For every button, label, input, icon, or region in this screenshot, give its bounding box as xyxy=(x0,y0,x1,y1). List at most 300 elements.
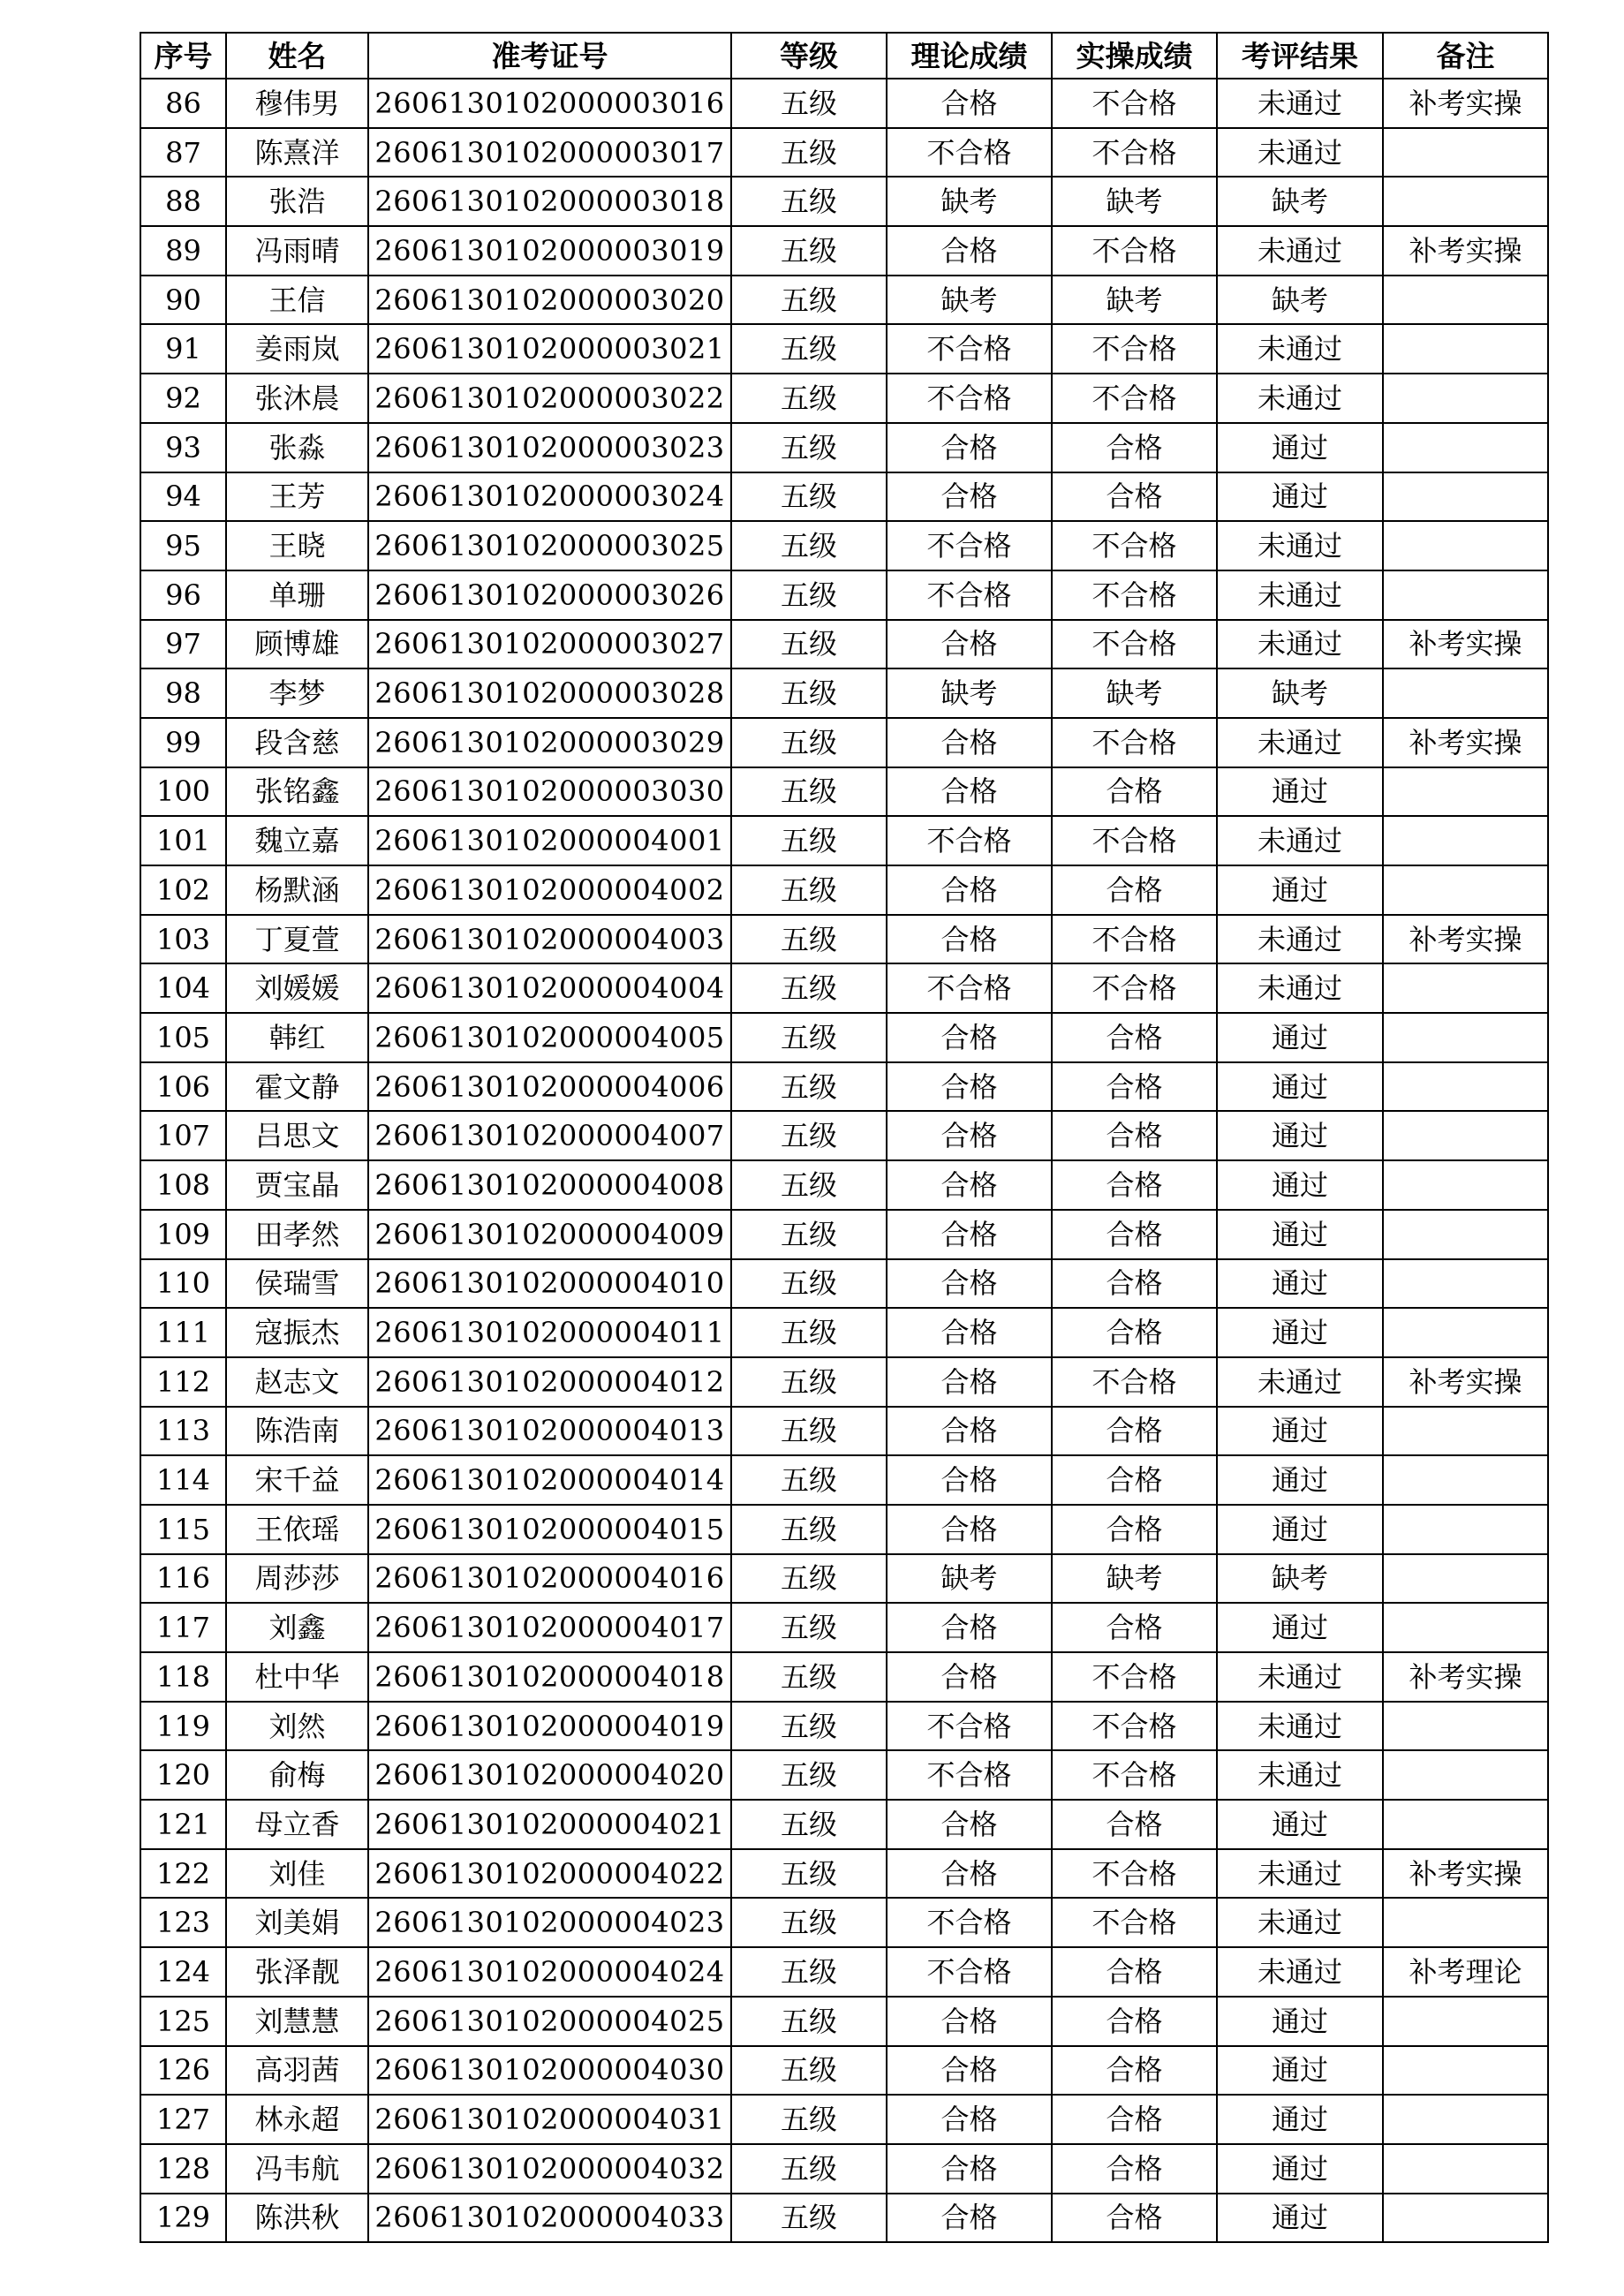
table-row xyxy=(140,2144,1548,2194)
table-row xyxy=(140,1455,1548,1505)
cell-name: 李梦 xyxy=(226,668,368,718)
cell-serial-number: 98 xyxy=(140,668,226,718)
cell-remarks: 补考实操 xyxy=(1383,1357,1548,1407)
cell-theory-score: 合格 xyxy=(887,79,1052,128)
cell-practical-score: 合格 xyxy=(1052,1111,1217,1160)
cell-name: 张泽靓 xyxy=(226,1947,368,1997)
cell-practical-score: 不合格 xyxy=(1052,963,1217,1013)
cell-serial-number: 120 xyxy=(140,1750,226,1800)
cell-name: 丁夏萱 xyxy=(226,915,368,964)
cell-practical-score: 不合格 xyxy=(1052,128,1217,177)
cell-remarks xyxy=(1383,276,1548,325)
cell-remarks xyxy=(1383,1455,1548,1505)
table-row xyxy=(140,915,1548,964)
cell-theory-score: 不合格 xyxy=(887,570,1052,620)
cell-serial-number: 111 xyxy=(140,1308,226,1357)
cell-name: 穆伟男 xyxy=(226,79,368,128)
cell-serial-number: 115 xyxy=(140,1505,226,1554)
cell-theory-score: 合格 xyxy=(887,1111,1052,1160)
table-row xyxy=(140,1357,1548,1407)
cell-evaluation-result: 通过 xyxy=(1217,1603,1383,1652)
cell-evaluation-result: 通过 xyxy=(1217,1407,1383,1456)
cell-level: 五级 xyxy=(731,767,887,817)
cell-level: 五级 xyxy=(731,816,887,865)
table-row xyxy=(140,1259,1548,1309)
cell-theory-score: 不合格 xyxy=(887,1898,1052,1947)
cell-remarks xyxy=(1383,177,1548,226)
cell-practical-score: 不合格 xyxy=(1052,915,1217,964)
cell-serial-number: 117 xyxy=(140,1603,226,1652)
cell-evaluation-result: 通过 xyxy=(1217,1210,1383,1259)
cell-theory-score: 合格 xyxy=(887,1800,1052,1849)
cell-theory-score: 缺考 xyxy=(887,1554,1052,1604)
cell-remarks xyxy=(1383,1062,1548,1112)
cell-evaluation-result: 通过 xyxy=(1217,865,1383,915)
table-row xyxy=(140,1652,1548,1702)
cell-remarks xyxy=(1383,767,1548,817)
cell-practical-score: 合格 xyxy=(1052,1997,1217,2046)
cell-remarks xyxy=(1383,1997,1548,2046)
cell-admission-ticket-number: 2606130102000003020 xyxy=(368,276,731,325)
cell-theory-score: 合格 xyxy=(887,1505,1052,1554)
cell-admission-ticket-number: 2606130102000004033 xyxy=(368,2194,731,2243)
cell-admission-ticket-number: 2606130102000004032 xyxy=(368,2144,731,2194)
cell-evaluation-result: 通过 xyxy=(1217,1800,1383,1849)
cell-serial-number: 114 xyxy=(140,1455,226,1505)
table-row xyxy=(140,128,1548,177)
cell-serial-number: 113 xyxy=(140,1407,226,1456)
cell-serial-number: 88 xyxy=(140,177,226,226)
cell-practical-score: 合格 xyxy=(1052,1455,1217,1505)
cell-name: 杜中华 xyxy=(226,1652,368,1702)
cell-theory-score: 不合格 xyxy=(887,816,1052,865)
cell-level: 五级 xyxy=(731,668,887,718)
cell-admission-ticket-number: 2606130102000004001 xyxy=(368,816,731,865)
cell-practical-score: 合格 xyxy=(1052,1259,1217,1309)
table-row xyxy=(140,226,1548,276)
cell-evaluation-result: 未通过 xyxy=(1217,1702,1383,1751)
cell-admission-ticket-number: 2606130102000004013 xyxy=(368,1407,731,1456)
table-row xyxy=(140,1947,1548,1997)
cell-evaluation-result: 未通过 xyxy=(1217,570,1383,620)
cell-level: 五级 xyxy=(731,1013,887,1062)
cell-evaluation-result: 通过 xyxy=(1217,2046,1383,2096)
cell-practical-score: 不合格 xyxy=(1052,374,1217,423)
cell-practical-score: 合格 xyxy=(1052,1062,1217,1112)
cell-admission-ticket-number: 2606130102000003017 xyxy=(368,128,731,177)
cell-name: 韩红 xyxy=(226,1013,368,1062)
cell-level: 五级 xyxy=(731,1505,887,1554)
cell-remarks: 补考实操 xyxy=(1383,915,1548,964)
table-row xyxy=(140,1062,1548,1112)
cell-evaluation-result: 通过 xyxy=(1217,1505,1383,1554)
cell-remarks: 补考实操 xyxy=(1383,1652,1548,1702)
cell-name: 寇振杰 xyxy=(226,1308,368,1357)
cell-evaluation-result: 未通过 xyxy=(1217,1849,1383,1899)
cell-evaluation-result: 未通过 xyxy=(1217,816,1383,865)
cell-name: 陈浩南 xyxy=(226,1407,368,1456)
cell-practical-score: 合格 xyxy=(1052,472,1217,522)
table-row xyxy=(140,1013,1548,1062)
cell-practical-score: 不合格 xyxy=(1052,816,1217,865)
table-row xyxy=(140,1210,1548,1259)
cell-remarks xyxy=(1383,816,1548,865)
cell-admission-ticket-number: 2606130102000003030 xyxy=(368,767,731,817)
cell-remarks xyxy=(1383,1259,1548,1309)
cell-practical-score: 合格 xyxy=(1052,2046,1217,2096)
cell-theory-score: 合格 xyxy=(887,226,1052,276)
cell-level: 五级 xyxy=(731,1997,887,2046)
cell-name: 王信 xyxy=(226,276,368,325)
cell-evaluation-result: 未通过 xyxy=(1217,79,1383,128)
cell-theory-score: 合格 xyxy=(887,1013,1052,1062)
cell-level: 五级 xyxy=(731,1652,887,1702)
cell-evaluation-result: 通过 xyxy=(1217,1111,1383,1160)
cell-practical-score: 合格 xyxy=(1052,1308,1217,1357)
cell-serial-number: 109 xyxy=(140,1210,226,1259)
cell-level: 五级 xyxy=(731,1603,887,1652)
cell-level: 五级 xyxy=(731,1800,887,1849)
cell-evaluation-result: 缺考 xyxy=(1217,668,1383,718)
cell-theory-score: 合格 xyxy=(887,865,1052,915)
cell-level: 五级 xyxy=(731,1308,887,1357)
cell-admission-ticket-number: 2606130102000004018 xyxy=(368,1652,731,1702)
cell-name: 王依瑶 xyxy=(226,1505,368,1554)
table-row xyxy=(140,79,1548,128)
cell-evaluation-result: 未通过 xyxy=(1217,1357,1383,1407)
cell-practical-score: 合格 xyxy=(1052,1013,1217,1062)
cell-name: 高羽茜 xyxy=(226,2046,368,2096)
cell-level: 五级 xyxy=(731,423,887,472)
cell-serial-number: 107 xyxy=(140,1111,226,1160)
table-row xyxy=(140,718,1548,767)
cell-name: 刘慧慧 xyxy=(226,1997,368,2046)
cell-remarks xyxy=(1383,1800,1548,1849)
table-row xyxy=(140,816,1548,865)
table-row xyxy=(140,177,1548,226)
cell-theory-score: 合格 xyxy=(887,1849,1052,1899)
cell-name: 陈熹洋 xyxy=(226,128,368,177)
cell-admission-ticket-number: 2606130102000004012 xyxy=(368,1357,731,1407)
cell-remarks xyxy=(1383,1702,1548,1751)
cell-level: 五级 xyxy=(731,1210,887,1259)
cell-practical-score: 不合格 xyxy=(1052,1357,1217,1407)
table-row xyxy=(140,1554,1548,1604)
cell-theory-score: 不合格 xyxy=(887,521,1052,570)
cell-serial-number: 102 xyxy=(140,865,226,915)
table-row xyxy=(140,1800,1548,1849)
cell-name: 霍文静 xyxy=(226,1062,368,1112)
cell-theory-score: 缺考 xyxy=(887,177,1052,226)
cell-theory-score: 合格 xyxy=(887,915,1052,964)
cell-admission-ticket-number: 2606130102000004014 xyxy=(368,1455,731,1505)
cell-theory-score: 合格 xyxy=(887,718,1052,767)
cell-evaluation-result: 通过 xyxy=(1217,1013,1383,1062)
cell-theory-score: 合格 xyxy=(887,2046,1052,2096)
cell-name: 单珊 xyxy=(226,570,368,620)
cell-evaluation-result: 未通过 xyxy=(1217,324,1383,374)
cell-serial-number: 105 xyxy=(140,1013,226,1062)
cell-serial-number: 110 xyxy=(140,1259,226,1309)
cell-serial-number: 90 xyxy=(140,276,226,325)
cell-practical-score: 合格 xyxy=(1052,1407,1217,1456)
cell-theory-score: 合格 xyxy=(887,767,1052,817)
cell-admission-ticket-number: 2606130102000003025 xyxy=(368,521,731,570)
cell-evaluation-result: 未通过 xyxy=(1217,915,1383,964)
cell-name: 顾博雄 xyxy=(226,620,368,669)
cell-admission-ticket-number: 2606130102000004011 xyxy=(368,1308,731,1357)
header-evaluation-result: 考评结果 xyxy=(1217,33,1383,79)
cell-admission-ticket-number: 2606130102000003019 xyxy=(368,226,731,276)
cell-serial-number: 104 xyxy=(140,963,226,1013)
cell-evaluation-result: 未通过 xyxy=(1217,718,1383,767)
cell-serial-number: 112 xyxy=(140,1357,226,1407)
cell-theory-score: 不合格 xyxy=(887,374,1052,423)
table-row xyxy=(140,1505,1548,1554)
cell-evaluation-result: 未通过 xyxy=(1217,521,1383,570)
cell-evaluation-result: 通过 xyxy=(1217,1062,1383,1112)
table-row xyxy=(140,521,1548,570)
cell-name: 母立香 xyxy=(226,1800,368,1849)
cell-remarks xyxy=(1383,1407,1548,1456)
cell-theory-score: 不合格 xyxy=(887,1750,1052,1800)
cell-admission-ticket-number: 2606130102000003028 xyxy=(368,668,731,718)
cell-name: 冯韦航 xyxy=(226,2144,368,2194)
cell-theory-score: 合格 xyxy=(887,1997,1052,2046)
cell-admission-ticket-number: 2606130102000004002 xyxy=(368,865,731,915)
cell-remarks xyxy=(1383,324,1548,374)
cell-level: 五级 xyxy=(731,2144,887,2194)
cell-remarks xyxy=(1383,1554,1548,1604)
cell-serial-number: 119 xyxy=(140,1702,226,1751)
cell-theory-score: 合格 xyxy=(887,472,1052,522)
cell-remarks: 补考理论 xyxy=(1383,1947,1548,1997)
results-sheet xyxy=(140,32,1547,2243)
table-row xyxy=(140,963,1548,1013)
cell-name: 陈洪秋 xyxy=(226,2194,368,2243)
cell-level: 五级 xyxy=(731,1554,887,1604)
cell-serial-number: 99 xyxy=(140,718,226,767)
cell-level: 五级 xyxy=(731,570,887,620)
cell-theory-score: 缺考 xyxy=(887,276,1052,325)
cell-evaluation-result: 未通过 xyxy=(1217,1898,1383,1947)
cell-admission-ticket-number: 2606130102000004021 xyxy=(368,1800,731,1849)
cell-practical-score: 合格 xyxy=(1052,767,1217,817)
cell-level: 五级 xyxy=(731,2194,887,2243)
cell-theory-score: 合格 xyxy=(887,1407,1052,1456)
cell-admission-ticket-number: 2606130102000004025 xyxy=(368,1997,731,2046)
cell-serial-number: 124 xyxy=(140,1947,226,1997)
cell-practical-score: 合格 xyxy=(1052,1800,1217,1849)
cell-level: 五级 xyxy=(731,2095,887,2144)
table-row xyxy=(140,276,1548,325)
header-name: 姓名 xyxy=(226,33,368,79)
cell-remarks: 补考实操 xyxy=(1383,226,1548,276)
cell-serial-number: 125 xyxy=(140,1997,226,2046)
cell-remarks xyxy=(1383,1013,1548,1062)
table-row xyxy=(140,570,1548,620)
cell-practical-score: 合格 xyxy=(1052,423,1217,472)
cell-remarks xyxy=(1383,2046,1548,2096)
cell-level: 五级 xyxy=(731,2046,887,2096)
cell-serial-number: 127 xyxy=(140,2095,226,2144)
cell-serial-number: 94 xyxy=(140,472,226,522)
cell-evaluation-result: 缺考 xyxy=(1217,1554,1383,1604)
cell-level: 五级 xyxy=(731,1111,887,1160)
cell-level: 五级 xyxy=(731,1259,887,1309)
cell-theory-score: 合格 xyxy=(887,1455,1052,1505)
cell-theory-score: 不合格 xyxy=(887,1947,1052,1997)
cell-evaluation-result: 缺考 xyxy=(1217,177,1383,226)
cell-theory-score: 合格 xyxy=(887,1357,1052,1407)
cell-practical-score: 合格 xyxy=(1052,1603,1217,1652)
cell-serial-number: 92 xyxy=(140,374,226,423)
cell-level: 五级 xyxy=(731,865,887,915)
cell-remarks xyxy=(1383,963,1548,1013)
cell-theory-score: 合格 xyxy=(887,2095,1052,2144)
cell-serial-number: 96 xyxy=(140,570,226,620)
cell-admission-ticket-number: 2606130102000003029 xyxy=(368,718,731,767)
cell-serial-number: 118 xyxy=(140,1652,226,1702)
cell-level: 五级 xyxy=(731,79,887,128)
table-row xyxy=(140,1111,1548,1160)
table-row xyxy=(140,1603,1548,1652)
cell-admission-ticket-number: 2606130102000004004 xyxy=(368,963,731,1013)
cell-name: 俞梅 xyxy=(226,1750,368,1800)
header-level: 等级 xyxy=(731,33,887,79)
cell-evaluation-result: 通过 xyxy=(1217,472,1383,522)
cell-admission-ticket-number: 2606130102000003021 xyxy=(368,324,731,374)
cell-serial-number: 123 xyxy=(140,1898,226,1947)
cell-practical-score: 缺考 xyxy=(1052,276,1217,325)
cell-theory-score: 合格 xyxy=(887,1652,1052,1702)
cell-name: 冯雨晴 xyxy=(226,226,368,276)
cell-level: 五级 xyxy=(731,1750,887,1800)
cell-practical-score: 不合格 xyxy=(1052,620,1217,669)
cell-practical-score: 合格 xyxy=(1052,1160,1217,1210)
cell-theory-score: 合格 xyxy=(887,1210,1052,1259)
cell-level: 五级 xyxy=(731,177,887,226)
cell-practical-score: 不合格 xyxy=(1052,1652,1217,1702)
cell-practical-score: 不合格 xyxy=(1052,1898,1217,1947)
cell-name: 张沐晨 xyxy=(226,374,368,423)
cell-level: 五级 xyxy=(731,1702,887,1751)
cell-name: 刘佳 xyxy=(226,1849,368,1899)
header-practical-score: 实操成绩 xyxy=(1052,33,1217,79)
cell-practical-score: 合格 xyxy=(1052,865,1217,915)
table-row xyxy=(140,1308,1548,1357)
cell-practical-score: 不合格 xyxy=(1052,718,1217,767)
cell-admission-ticket-number: 2606130102000004003 xyxy=(368,915,731,964)
cell-evaluation-result: 未通过 xyxy=(1217,128,1383,177)
cell-level: 五级 xyxy=(731,1062,887,1112)
cell-evaluation-result: 通过 xyxy=(1217,423,1383,472)
cell-name: 魏立嘉 xyxy=(226,816,368,865)
cell-remarks xyxy=(1383,1603,1548,1652)
cell-level: 五级 xyxy=(731,1407,887,1456)
cell-level: 五级 xyxy=(731,226,887,276)
cell-practical-score: 不合格 xyxy=(1052,521,1217,570)
cell-admission-ticket-number: 2606130102000004022 xyxy=(368,1849,731,1899)
cell-name: 刘鑫 xyxy=(226,1603,368,1652)
cell-level: 五级 xyxy=(731,374,887,423)
cell-evaluation-result: 未通过 xyxy=(1217,1652,1383,1702)
table-row xyxy=(140,1702,1548,1751)
cell-evaluation-result: 未通过 xyxy=(1217,1947,1383,1997)
cell-level: 五级 xyxy=(731,1160,887,1210)
cell-theory-score: 不合格 xyxy=(887,1702,1052,1751)
cell-theory-score: 合格 xyxy=(887,1308,1052,1357)
table-row xyxy=(140,865,1548,915)
cell-remarks: 补考实操 xyxy=(1383,620,1548,669)
cell-remarks xyxy=(1383,1750,1548,1800)
cell-remarks xyxy=(1383,1160,1548,1210)
cell-remarks xyxy=(1383,668,1548,718)
cell-admission-ticket-number: 2606130102000003027 xyxy=(368,620,731,669)
header-admission-ticket-number: 准考证号 xyxy=(368,33,731,79)
cell-practical-score: 不合格 xyxy=(1052,226,1217,276)
cell-serial-number: 116 xyxy=(140,1554,226,1604)
cell-remarks xyxy=(1383,128,1548,177)
cell-name: 杨默涵 xyxy=(226,865,368,915)
table-row xyxy=(140,2046,1548,2096)
table-row xyxy=(140,1997,1548,2046)
cell-practical-score: 缺考 xyxy=(1052,668,1217,718)
cell-level: 五级 xyxy=(731,472,887,522)
cell-theory-score: 合格 xyxy=(887,620,1052,669)
table-row xyxy=(140,423,1548,472)
cell-level: 五级 xyxy=(731,718,887,767)
cell-theory-score: 不合格 xyxy=(887,324,1052,374)
cell-admission-ticket-number: 2606130102000003023 xyxy=(368,423,731,472)
cell-practical-score: 不合格 xyxy=(1052,79,1217,128)
cell-level: 五级 xyxy=(731,1849,887,1899)
table-row xyxy=(140,767,1548,817)
cell-evaluation-result: 缺考 xyxy=(1217,276,1383,325)
table-row xyxy=(140,1160,1548,1210)
cell-name: 周莎莎 xyxy=(226,1554,368,1604)
cell-level: 五级 xyxy=(731,324,887,374)
cell-remarks xyxy=(1383,1210,1548,1259)
cell-remarks xyxy=(1383,865,1548,915)
table-row xyxy=(140,1898,1548,1947)
cell-admission-ticket-number: 2606130102000004030 xyxy=(368,2046,731,2096)
cell-serial-number: 121 xyxy=(140,1800,226,1849)
cell-serial-number: 126 xyxy=(140,2046,226,2096)
results-body xyxy=(140,79,1548,2242)
cell-level: 五级 xyxy=(731,128,887,177)
cell-level: 五级 xyxy=(731,1455,887,1505)
table-row xyxy=(140,1849,1548,1899)
cell-practical-score: 缺考 xyxy=(1052,177,1217,226)
header-serial-number: 序号 xyxy=(140,33,226,79)
cell-serial-number: 101 xyxy=(140,816,226,865)
cell-serial-number: 106 xyxy=(140,1062,226,1112)
cell-name: 贾宝晶 xyxy=(226,1160,368,1210)
cell-admission-ticket-number: 2606130102000003022 xyxy=(368,374,731,423)
cell-theory-score: 合格 xyxy=(887,1259,1052,1309)
cell-evaluation-result: 未通过 xyxy=(1217,1750,1383,1800)
table-row xyxy=(140,2194,1548,2243)
cell-name: 赵志文 xyxy=(226,1357,368,1407)
cell-remarks xyxy=(1383,472,1548,522)
cell-practical-score: 合格 xyxy=(1052,1210,1217,1259)
cell-serial-number: 108 xyxy=(140,1160,226,1210)
header-row xyxy=(140,33,1548,79)
cell-serial-number: 93 xyxy=(140,423,226,472)
cell-evaluation-result: 通过 xyxy=(1217,767,1383,817)
cell-name: 林永超 xyxy=(226,2095,368,2144)
